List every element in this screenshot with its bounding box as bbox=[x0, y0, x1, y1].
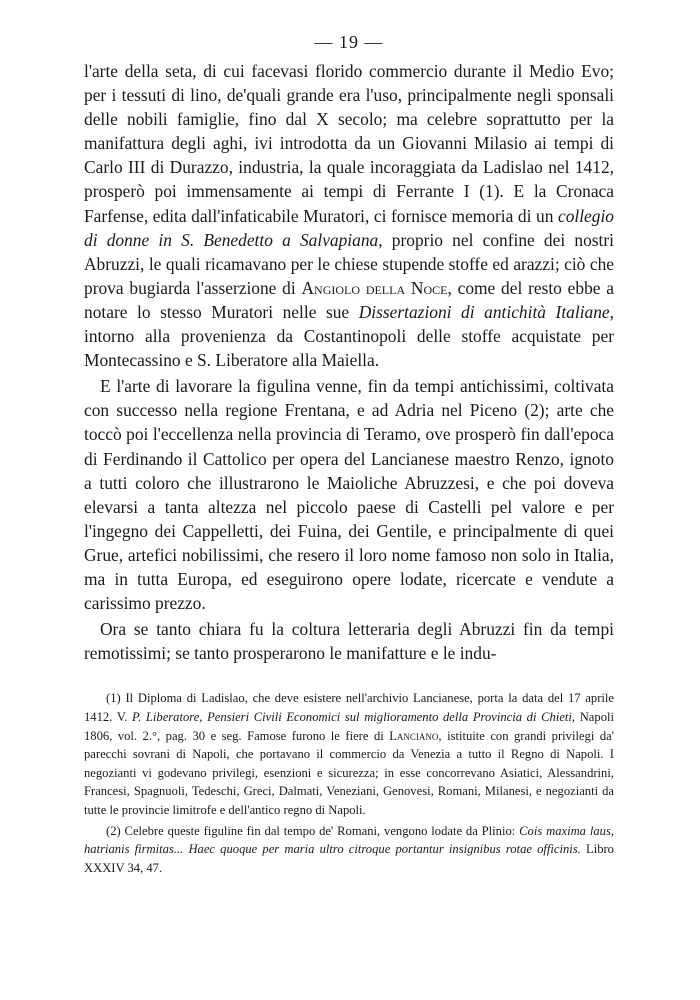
footnotes bbox=[84, 689, 614, 877]
footnote bbox=[84, 689, 614, 819]
text-run: come del resto ebbe a notare lo stesso Muratori nelle sue bbox=[84, 277, 614, 322]
paragraph: Ora se tanto chiara fu la coltura letteraria degli Abruzzi fin da tempi remotissimi; se tanto prosperarono le manifatture e le indu- bbox=[84, 619, 614, 664]
page-number: — 19 — bbox=[314, 32, 384, 52]
paragraph: E l'arte di lavorare la figulina venne, fin da tempi antichissimi, coltivata con successo nella regione Frentana, e ad Adria nel Piceno (2); arte che toccò poi l'eccellenza nella provincia di Teramo, ove prosperò fin dall'epoca di Ferdinando il Cattolico per opera del Lancianese maestro Renzo, ignoto a tutti coloro che illustrarono le Maioliche Abruzzesi, e che poi doveva elevarsi a tanta altezza nel piccolo paese di Castelli pel valore e per l'ingegno dei Cappelletti, dei Fuina, dei Gentile, e principalmente di quei Grue, artefici nobilissimi, che resero il loro nome famoso non solo in Italia, ma in tutta Europa, ed eseguirono opere lodate, ricercate e vendute a carissimo prezzo. bbox=[84, 376, 614, 614]
body-text bbox=[84, 59, 614, 665]
italic-quote: Cois maxima laus, hatrianis firmitas... Haec quoque per maria ultro citroque portantur insignibus rotae officinis. bbox=[84, 823, 614, 857]
italic-phrase: collegio di donne in S. Benedetto a Salvapiana, bbox=[84, 205, 614, 250]
text-run: (1) Il Diploma di Ladislao, che deve esistere nell'archivio Lancianese, porta la data del 17 aprile 1412. V. bbox=[84, 691, 614, 724]
text-run: Napoli 1806, vol. 2.°, pag. 30 e seg. Famose furono le fiere di bbox=[84, 709, 614, 743]
text-run: intorno alla provenienza da Costantinopoli delle stoffe acquistate per Montecassino e S. Liberatore alla Maiella. bbox=[84, 326, 614, 371]
text-run: (2) Celebre queste figuline fin dal tempo de' Romani, vengono lodate da Plinio: bbox=[106, 823, 520, 838]
text-run: Libro XXXIV 34, 47. bbox=[84, 842, 614, 875]
place-name: Lanciano, bbox=[389, 728, 442, 743]
italic-citation: P. Liberatore, Pensieri Civili Economici sul miglioramento della Provincia di Chieti, bbox=[132, 709, 576, 724]
text-run: proprio nel confine dei nostri Abruzzi, le quali ricamavano per le chiese stupende stoffe ed arazzi; ciò che prova bugiarda l'asserzione di bbox=[84, 229, 614, 298]
text-run: l'arte della seta, di cui facevasi florido commercio durante il Medio Evo; per i tessuti di lino, de'quali grande era l'uso, principalmente negli sponsali delle nobili famiglie, fino dal X secolo; ma celebre soprattutto per la manifattura degli aghi, ivi introdotta da un Giovanni Milasio ai tempi di Carlo III di Durazzo, industria, la quale incoraggiata da Ladislao nel 1412, prosperò poi immensamente ai tempi di Ferrante I (1). E la Cronaca Farfense, edita dall'infaticabile Muratori, ci fornisce memoria di un bbox=[84, 61, 614, 226]
footnote bbox=[84, 822, 614, 878]
italic-title: Dissertazioni di antichità Italiane, bbox=[358, 301, 614, 322]
text-run: istituite con grandi privilegi da' parecchi sovrani di Napoli, che portavano il commercio da Venezia a tutto il Regno di Napoli. I negozianti vi godevano privilegi, esenzioni e sicurezza; in esse concorrevano Asiatici, Alessandrini, Francesi, Spagnuoli, Tedeschi, Greci, Dalmati, Veneziani, Genovesi, Romani, Milanesi, e negozianti da tutte le provincie limitrofe e dell'antico regno di Napoli. bbox=[84, 728, 614, 817]
author-name: Angiolo della Noce, bbox=[301, 277, 452, 298]
paragraph bbox=[84, 59, 614, 372]
